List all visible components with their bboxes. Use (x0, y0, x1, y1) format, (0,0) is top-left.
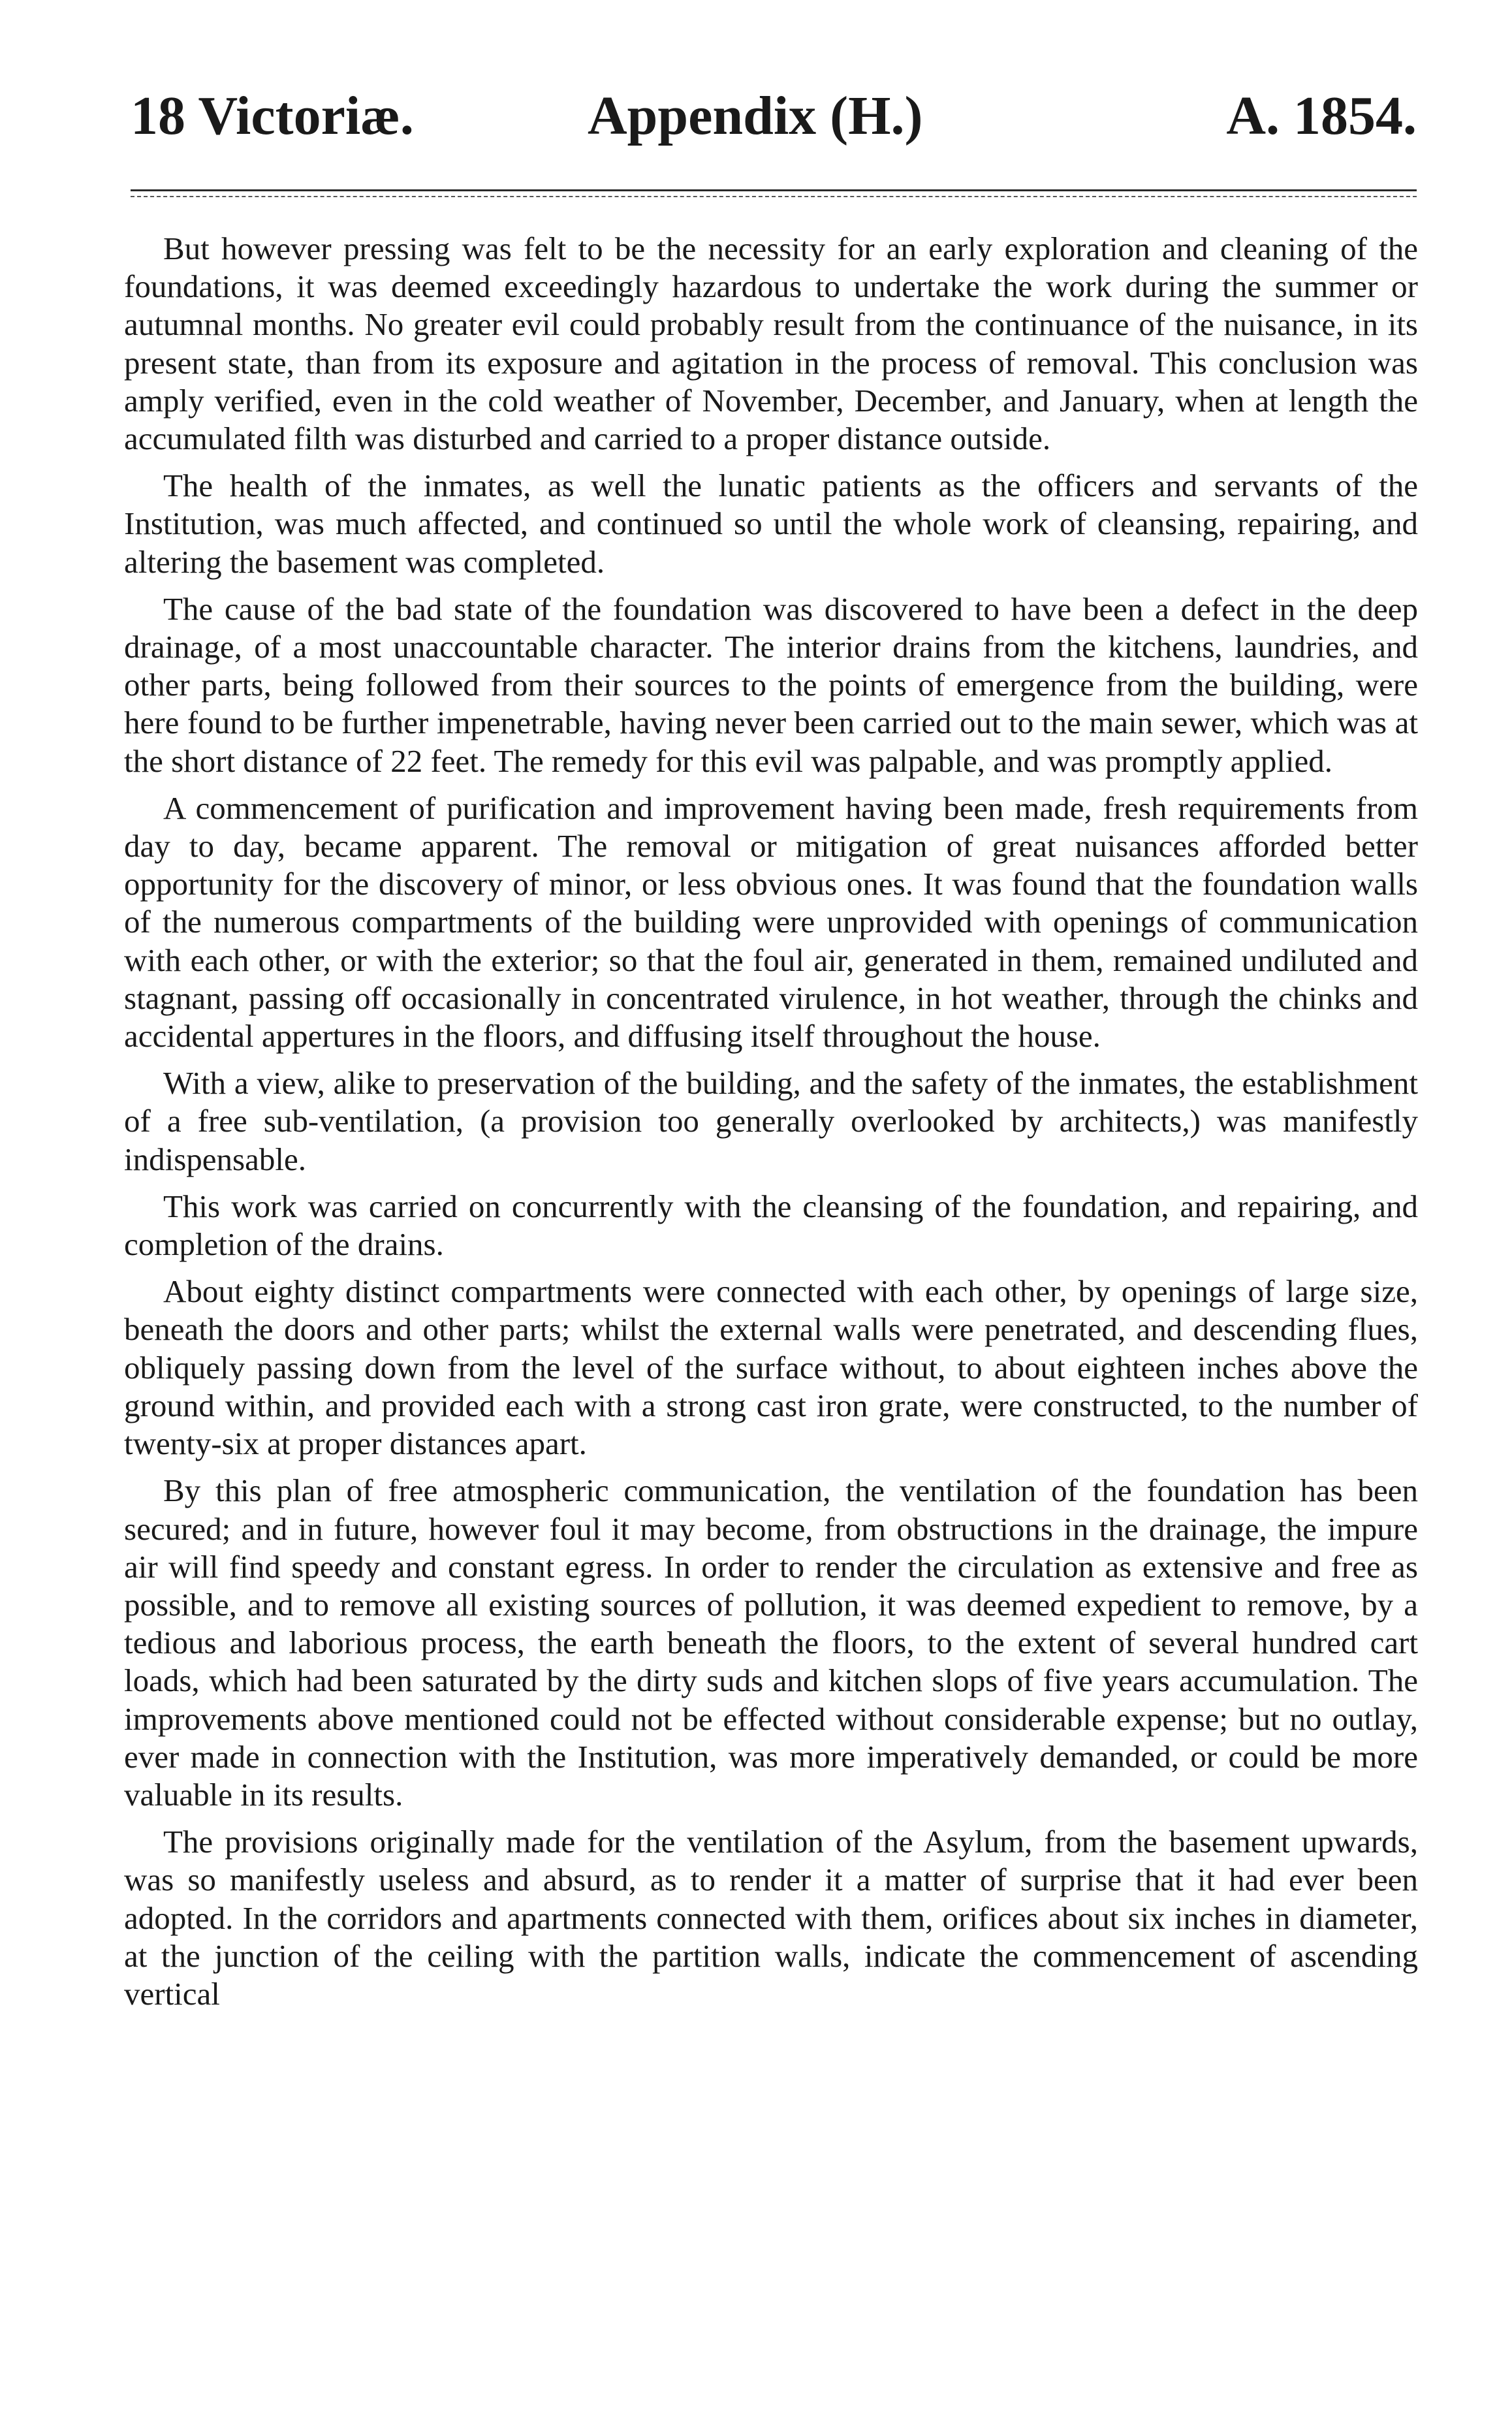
header-rule-dashed (131, 196, 1417, 197)
page-header (131, 77, 1417, 155)
paragraph-4: A commencement of purification and improvement having been made, fresh requirements from day to day, became apparent. The removal or mitigation of great nuisances afforded better opportunity for the discovery of minor, or less obvious ones. It was found that the foundation walls of the numerous compartments of the building were unprovided with openings of communication with each other, or with the exterior; so that the foul air, generated in them, remained undiluted and stagnant, passing off occasionally in concentrated virulence, in hot weather, through the chinks and accidental appertures in the floors, and diffusing itself throughout the house. (124, 789, 1418, 1055)
header-session: 18 Victoriæ. (131, 86, 414, 146)
body-text (124, 230, 1418, 2022)
paragraph-2: The health of the inmates, as well the lunatic patients as the officers and servants of the Institution, was much affected, and continued so until the whole work of cleansing, repairing, and altering the basement was completed. (124, 468, 1418, 580)
header-rule (131, 189, 1417, 191)
header-appendix: Appendix (H.) (588, 86, 923, 146)
paragraph-7: About eighty distinct compartments were connected with each other, by openings of large size, beneath the doors and other parts; whilst the external walls were penetrated, and descending flues, obliquely passing down from the level of the surface without, to about eighteen inches above the ground within, and provided each with a strong cast iron grate, were constructed, to the number of twenty-six at proper distances apart. (124, 1273, 1418, 1462)
paragraph-8: By this plan of free atmospheric communication, the ventilation of the foundation has been secured; and in future, however foul it may become, from obstructions in the drainage, the impure air will find speedy and constant egress. In order to render the circulation as extensive and free as possible, and to remove all existing sources of pollution, it was deemed expedient to remove, by a tedious and laborious process, the earth beneath the floors, to the extent of several hundred cart loads, which had been saturated by the dirty suds and kitchen slops of five years accumulation. The improvements above mentioned could not be effected without considerable expense; but no outlay, ever made in connection with the Institution, was more imperatively demanded, or could be more valuable in its results. (124, 1472, 1418, 1813)
paragraph-5: With a view, alike to preservation of the building, and the safety of the inmates, the establishment of a free sub-ventilation, (a provision too generally overlooked by architects,) was manifestly indispensable. (124, 1065, 1418, 1177)
paragraph-3: The cause of the bad state of the foundation was discovered to have been a defect in the deep drainage, of a most unaccountable character. The interior drains from the kitchens, laundries, and other parts, being followed from their sources to the points of emergence from the building, were here found to be further impenetrable, having never been carried out to the main sewer, which was at the short distance of 22 feet. The remedy for this evil was palpable, and was promptly applied. (124, 590, 1418, 779)
paragraph-9: The provisions originally made for the ventilation of the Asylum, from the basement upwards, was so manifestly useless and absurd, as to render it a matter of surprise that it had ever been adopted. In the corridors and apartments connected with them, orifices about six inches in diameter, at the junction of the ceiling with the partition walls, indicate the commencement of ascending vertical (124, 1824, 1418, 2012)
paragraph-1: But however pressing was felt to be the necessity for an early exploration and cleaning of the foundations, it was deemed exceedingly hazardous to undertake the work during the summer or autumnal months. No greater evil could probably result from the continuance of the nuisance, in its present state, than from its exposure and agitation in the process of removal. This conclusion was amply verified, even in the cold weather of November, December, and January, when at length the accumulated filth was disturbed and carried to a proper distance outside. (124, 230, 1418, 457)
header-year: A. 1854. (1226, 86, 1417, 146)
paragraph-6: This work was carried on concurrently with the cleansing of the foundation, and repairing, and completion of the drains. (124, 1188, 1418, 1263)
